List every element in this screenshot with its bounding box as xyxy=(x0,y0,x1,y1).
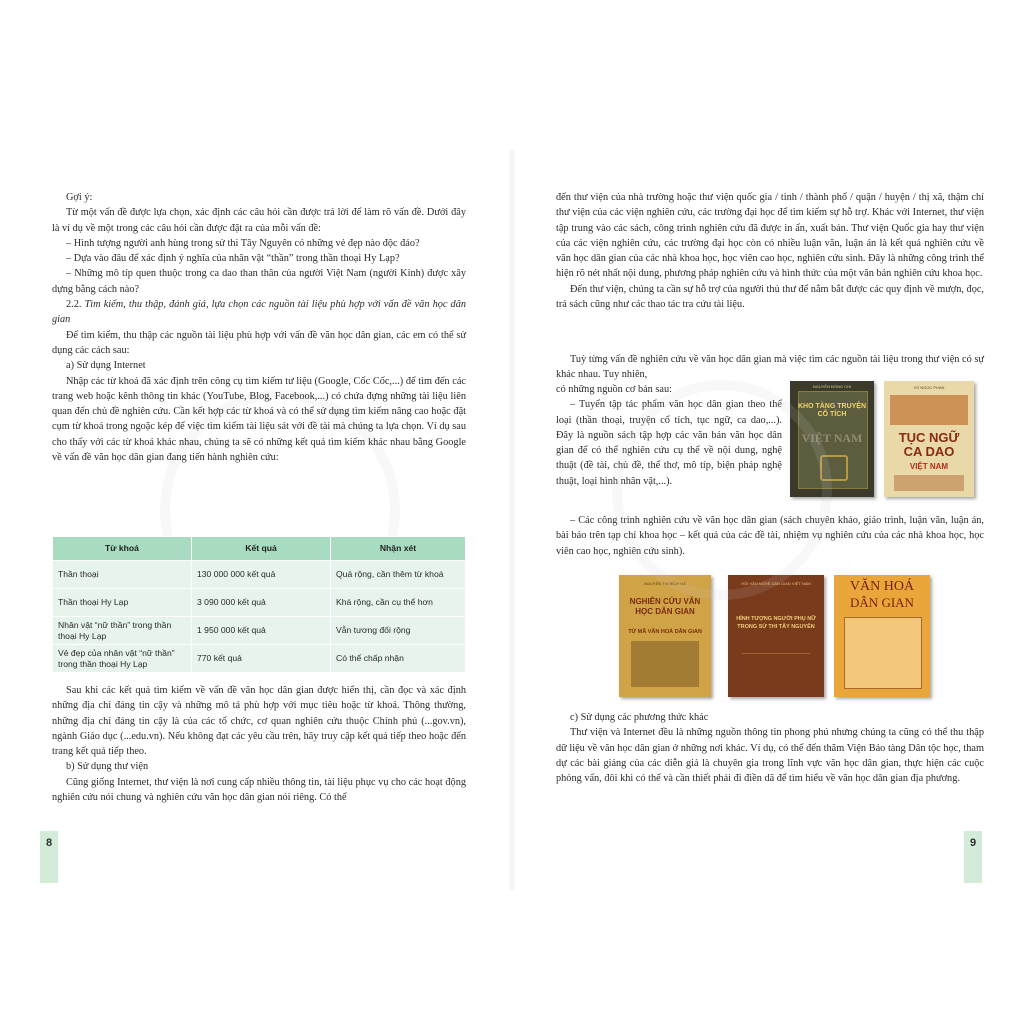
subheading-internet: a) Sử dụng Internet xyxy=(66,360,146,372)
table-header-keyword: Từ khoá xyxy=(53,537,192,561)
book-title: NGHIÊN CỨU VĂN HỌC DÂN GIAN xyxy=(629,597,701,616)
book-title: KHO TÀNG TRUYỆN CỔ TÍCH xyxy=(797,403,867,418)
table-header-comment: Nhận xét xyxy=(331,537,466,561)
book-title: VĂN HOÁ xyxy=(849,579,915,594)
example-question-2: – Dựa vào đâu để xác định ý nghĩa của nhân vật “thần” trong thần thoại Hy Lạp? xyxy=(66,253,400,265)
right-page xyxy=(512,0,1024,1024)
section-title: Tìm kiếm, thu thập, đánh giá, lựa chọn các nguồn tài liệu phù hợp với vấn đề văn học dân gian xyxy=(52,299,466,326)
book-big-title: VIỆT NAM xyxy=(801,431,863,445)
table-cell: Thần thoại Hy Lạp xyxy=(53,589,192,617)
page-number-left: 8 xyxy=(40,831,58,883)
table-cell: 3 090 000 kết quả xyxy=(192,589,331,617)
table-cell: Quá rộng, cần thêm từ khoá xyxy=(331,561,466,589)
table-cell: Có thể chấp nhận xyxy=(331,645,466,673)
table-cell: 770 kết quả xyxy=(192,645,331,673)
source-anthology: – Tuyển tập tác phẩm văn học dân gian theo thể loại (thần thoại, truyện cổ tích, tục ngữ, ca dao,...). Đây là nguồn sách tập hợp các văn bản văn học dân gian để có thể nghiên cứu cụ thể về nội dung, nghệ thuật (đề tài, chủ đề, thể thơ, mô típ, biện pháp nghệ thuật, loại hình nhân vật,...). xyxy=(556,399,782,487)
sources-intro-text: Tuỳ từng vấn đề nghiên cứu về văn học dân gian mà việc tìm các nguồn tài liệu trong thư viện có sự khác nhau. Tuy nhiên, xyxy=(556,354,984,381)
library-paragraph: Cũng giống Internet, thư viện là nơi cung cấp nhiều thông tin, tài liệu phục vụ cho các hoạt động nghiên cứu nói chung và nghiên cứu văn học dân gian nói riêng. Có thể xyxy=(52,776,466,804)
book-big-title: VIỆT NAM xyxy=(909,462,949,471)
book-cover-van-hoa-dan-gian xyxy=(834,575,930,697)
hint-intro: Từ một vấn đề được lựa chọn, xác định các câu hỏi cần được trả lời để làm rõ vấn đề. Dưới đây là ví dụ về một trong các câu hỏi cần được đặt ra của mỗi vấn đề: xyxy=(52,207,466,234)
right-text-sources-narrow xyxy=(556,382,782,489)
book-author: VŨ NGỌC PHAN xyxy=(913,385,945,390)
book-author: NGUYỄN THỊ BÍCH HÀ xyxy=(644,581,686,586)
book-big-title: DÂN GIAN xyxy=(850,595,914,610)
book-cover-tuc-ngu-ca-dao xyxy=(884,381,974,497)
internet-paragraph: Nhập các từ khoá đã xác định trên công cụ tìm kiếm tư liệu (Google, Cốc Cốc,...) để tìm đến các trang web hoặc kênh thông tin khác (YouTube, Blog, Facebook,...) có chứa đựng những tài liệu liên quan đến chủ đề nghiên cứu. Cần kết hợp các từ khoá và có thể sử dụng tìm kiếm nâng cao hoặc đặt cụm từ khoá trong ngoặc kép để việc tìm kiếm tài liệu sát với đề tài mà chúng ta lựa chọn. Ví dụ sau cho thấy với các từ khoá khác nhau, chúng ta sẽ có những kết quả tìm kiếm khác nhau bằng Google về vấn đề văn học dân gian đang tiến hành nghiên cứu: xyxy=(52,375,466,464)
table-row xyxy=(53,561,466,589)
book-title: TỤC NGỮ CA DAO xyxy=(898,430,960,459)
book-illustration-icon xyxy=(894,475,964,491)
hint-label: Gợi ý: xyxy=(66,192,93,203)
table-cell: Khá rộng, cần cụ thể hơn xyxy=(331,589,466,617)
book-cover-hinh-tuong-nguoi-phu-nu xyxy=(728,575,824,697)
table-header-result: Kết quả xyxy=(192,537,331,561)
right-text-bottom xyxy=(556,710,984,786)
section-heading xyxy=(52,297,466,328)
sources-intro xyxy=(556,352,984,383)
book-cover-kho-tang-truyen-co-tich xyxy=(790,381,874,497)
book-cover-nghien-cuu-van-hoc-dan-gian xyxy=(619,575,711,697)
book-title: HÌNH TƯỢNG NGƯỜI PHỤ NỮ TRONG SỬ THI TÂY NGUYÊN xyxy=(736,616,816,630)
subheading-other-methods: c) Sử dụng các phương thức khác xyxy=(570,712,709,723)
example-question-1: – Hình tượng người anh hùng trong sử thi Tây Nguyên có những vẻ đẹp nào độc đáo? xyxy=(66,237,420,249)
librarian-paragraph: Đến thư viện, chúng ta cần sự hỗ trợ của người thủ thư để nắm bắt được các quy định về mượn, đọc, trả sách cũng như các thao tác tra cứu tài liệu. xyxy=(556,283,984,311)
keyword-results-table xyxy=(52,536,466,673)
table-header-row xyxy=(53,537,466,561)
table-row xyxy=(53,617,466,645)
example-question-3: – Những mô típ quen thuộc trong ca dao than thân của người Việt Nam (người Kinh) được xây dựng bằng cách nào? xyxy=(52,268,466,295)
book-illustration-icon xyxy=(631,641,699,687)
book-author: HỘI VĂN NGHỆ DÂN GIAN VIỆT NAM xyxy=(741,581,811,586)
subheading-library: b) Sử dụng thư viện xyxy=(66,761,149,773)
table-cell: 130 000 000 kết quả xyxy=(192,561,331,589)
left-text-top xyxy=(52,190,466,465)
table-cell: Vẻ đẹp của nhân vật “nữ thần” trong thần thoại Hy Lạp xyxy=(53,645,192,673)
table-cell: 1 950 000 kết quả xyxy=(192,617,331,645)
page-number-right: 9 xyxy=(964,831,982,883)
book-subtitle: TỪ MÃ VĂN HOÁ DÂN GIAN xyxy=(628,629,702,635)
book-author: NGUYỄN ĐỔNG CHI xyxy=(812,384,852,389)
table-cell: Thần thoại xyxy=(53,561,192,589)
sources-intro-end: có những nguồn cơ bản sau: xyxy=(556,384,672,395)
left-text-bottom xyxy=(52,683,466,805)
table-row xyxy=(53,645,466,673)
table-cell: Vẫn tương đối rộng xyxy=(331,617,466,645)
right-text-sources xyxy=(556,352,984,383)
book-ornament-icon xyxy=(820,455,848,481)
book-ornament-icon xyxy=(742,653,810,684)
section-number: 2.2. xyxy=(66,299,82,311)
book-illustration-icon xyxy=(890,395,968,425)
source-research-works: – Các công trình nghiên cứu về văn học dân gian (sách chuyên khảo, giáo trình, luận văn, luận án, bài báo trên tạp chí khoa học – kết quả của các đề tài, nhiệm vụ nghiên cứu của các nhà khoa học, học viên cao học, nghiên cứu sinh). xyxy=(556,515,984,557)
section-intro: Để tìm kiếm, thu thập các nguồn tài liệu phù hợp với vấn đề văn học dân gian, các em có thể sử dụng các cách sau: xyxy=(52,329,466,356)
other-methods-paragraph: Thư viện và Internet đều là những nguồn thông tin phong phú nhưng chúng ta cũng có thể thu thập dữ liệu về văn học dân gian ở những nơi khác. Ví dụ, có thể đến thăm Viện Bảo tàng Dân tộc học, tham dự các bài giảng của các diễn giả là chuyên gia trong lĩnh vực văn học dân gian, thực hiện các cuộc phỏng vấn, đôi khi có thể và cần thiết phải đi điền dã để tìm hiểu về văn học dân gian địa phương. xyxy=(556,727,984,785)
table-cell: Nhân vật “nữ thần” trong thần thoại Hy Lạp xyxy=(53,617,192,645)
book-illustration-icon xyxy=(844,617,922,689)
table-row xyxy=(53,589,466,617)
right-text-research xyxy=(556,513,984,559)
library-continued-paragraph: đến thư viện của nhà trường hoặc thư viện quốc gia / tỉnh / thành phố / quận / huyện / thị xã, thậm chí thư viện của các viện nghiên cứu, các trường đại học để tìm kiếm sự hỗ trợ. Khác với Internet, thư viện tập trung vào các sách, công trình nghiên cứu đã được in ấn, xuất bản. Thư viện Quốc gia hay thư viện của các viện nghiên cứu, các trường đại học còn có nhiều luận văn, luận án là kết quả nghiên cứu về văn học dân gian của các nhà khoa học, học viên cao học, nghiên cứu sinh. Đây là những công trình thể hiện rõ nét nhất nội dung, phương pháp nghiên cứu và hình thức của một văn bản nghiên cứu khoa học. xyxy=(556,192,984,280)
right-text-top xyxy=(556,190,984,312)
after-table-paragraph: Sau khi các kết quả tìm kiếm về vấn đề văn học dân gian được hiển thị, cần đọc và xác định những địa chỉ đáng tin cậy và những mô tả phù hợp với mục tiêu hoặc từ khoá. Thông thường, những địa chỉ đáng tin cậy là của các tổ chức, cơ quan nghiên cứu thuộc Chính phủ (...gov.vn), ngành Giáo dục (...edu.vn). Nếu không đạt các yêu cầu trên, hãy truy cập kết quả tiếp theo hoặc đến trang kết quả tiếp theo. xyxy=(52,685,466,758)
